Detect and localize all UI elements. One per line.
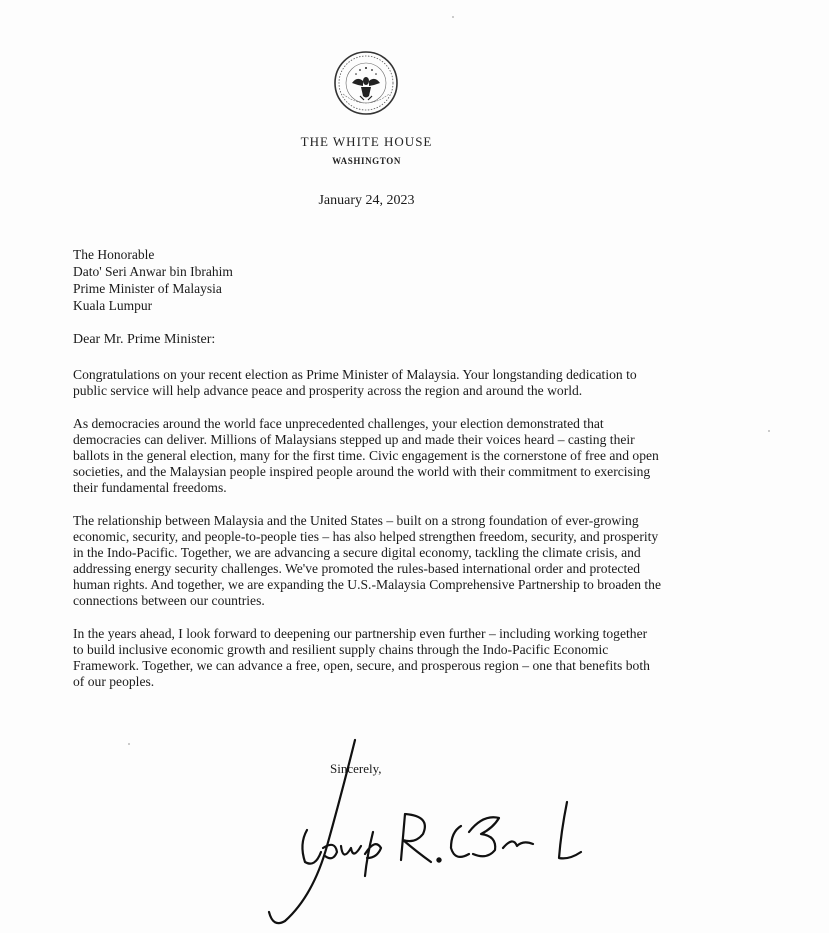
body-paragraph: Congratulations on your recent election as Prime Minister of Malaysia. Your longstanding dedication to public service will help advance peace and prosperity across the region and around the world. [73,367,637,398]
letter-body [73,367,661,707]
closing: Sincerely, [330,761,382,776]
recipient-address [73,246,233,314]
body-paragraph: As democracies around the world face unprecedented challenges, your election demonstrated that democracies can deliver. Millions of Malaysians stepped up and made their voices heard – casting their ballots in the general election, many for the first time. Civic engagement is the cornerstone of free and open societies, and the Malaysian people inspired people around the world with their commitment to exercising their fundamental freedoms. [73,416,659,495]
recipient-line: Prime Minister of Malaysia [73,281,222,296]
body-paragraph: The relationship between Malaysia and the United States – built on a strong foundation of ever-growing economic, security, and people-to-people ties – has also helped strengthen freedom, security, and prosperity in the Indo-Pacific. Together, we are advancing a secure digital economy, tackling the climate crisis, and addressing energy security challenges. We've promoted the rules-based international order and protected human rights. And together, we are expanding the U.S.-Malaysia Comprehensive Partnership to broaden the connections between our countries. [73,513,661,608]
recipient-line: The Honorable [73,247,155,262]
letterhead-city: WASHINGTON [332,156,401,166]
recipient-line: Kuala Lumpur [73,298,153,313]
letterhead-title: THE WHITE HOUSE [300,134,433,149]
handwritten-signature-icon [255,736,585,931]
letter-date: January 24, 2023 [318,193,415,208]
salutation: Dear Mr. Prime Minister: [73,332,216,347]
body-paragraph: In the years ahead, I look forward to deepening our partnership even further – including working together to build inclusive economic growth and resilient supply chains through the Indo-Pacific Economic Framework. Together, we can advance a free, open, secure, and prosperous region – one that benefits both of our peoples. [73,626,650,689]
presidential-seal-icon [333,50,399,116]
recipient-line: Dato' Seri Anwar bin Ibrahim [73,264,233,279]
